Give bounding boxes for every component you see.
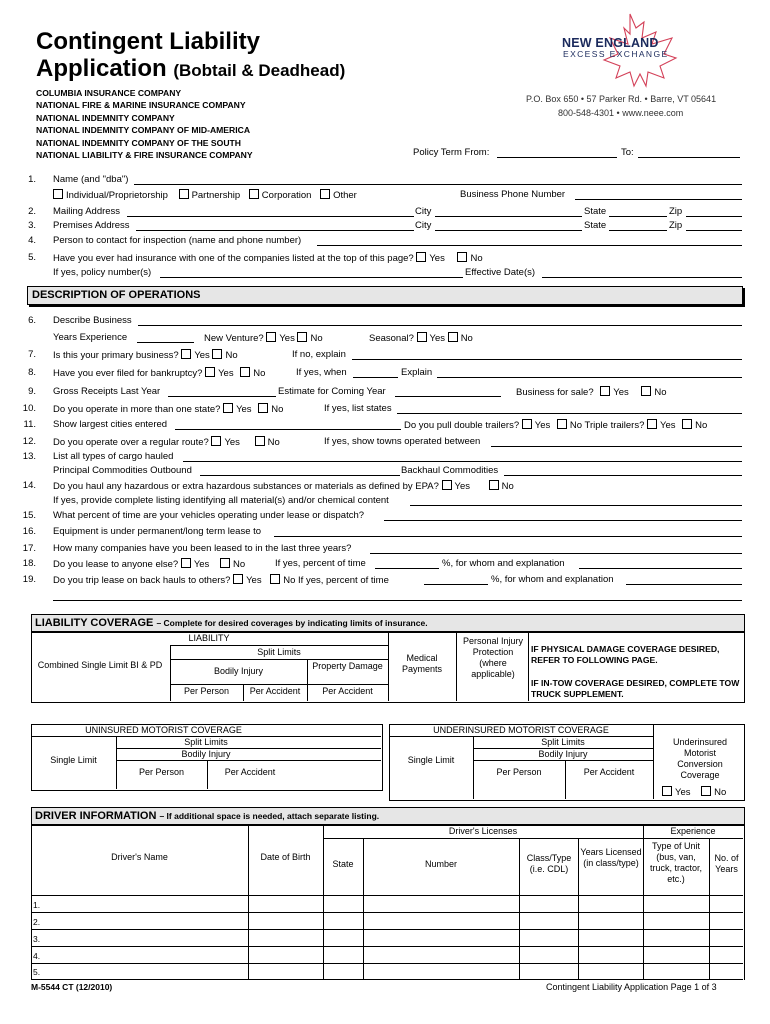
leased-companies-field[interactable] xyxy=(370,553,742,554)
company-list xyxy=(36,87,253,161)
conversion-yes-checkbox[interactable] xyxy=(662,786,672,796)
split-limits-label: Split Limits xyxy=(257,647,301,657)
q4-label: Person to contact for inspection (name and phone number) xyxy=(53,235,302,246)
liability-label: LIABILITY xyxy=(188,633,230,643)
underinsured-per-accident: Per Accident xyxy=(583,767,635,777)
regular-route-no-checkbox[interactable] xyxy=(255,436,265,446)
city-label: City xyxy=(415,206,432,217)
corporation-checkbox[interactable] xyxy=(249,189,259,199)
lease-percent-field[interactable] xyxy=(384,520,742,521)
double-trailers-no-checkbox[interactable] xyxy=(557,419,567,429)
years-experience-field[interactable] xyxy=(137,342,194,343)
zip-label: Zip xyxy=(669,206,683,217)
per-accident-label: Per Accident xyxy=(249,686,301,696)
class-header: Class/Type (i.e. CDL) xyxy=(526,853,572,874)
trip-lease-no-checkbox[interactable] xyxy=(270,574,280,584)
q11-label: Show largest cities entered xyxy=(53,419,168,430)
mailing-city-field[interactable] xyxy=(435,216,582,217)
page-title xyxy=(36,28,345,84)
experience-label: Experience xyxy=(670,826,716,836)
primary-business-yes-checkbox[interactable] xyxy=(181,349,191,359)
hazardous-no-checkbox[interactable] xyxy=(489,480,499,490)
trailers-row: Do you pull double trailers? Yes No Triple trailers? Yes No xyxy=(404,420,708,431)
partnership-checkbox[interactable] xyxy=(179,189,189,199)
title-line-2: Application xyxy=(36,55,167,82)
multi-state-no-checkbox[interactable] xyxy=(258,403,268,413)
uninsured-per-person: Per Person xyxy=(138,767,185,777)
lease-else-yes-checkbox[interactable] xyxy=(181,558,191,568)
multi-state-yes-checkbox[interactable] xyxy=(223,403,233,413)
name-field[interactable] xyxy=(134,184,742,185)
bankruptcy-yes-checkbox[interactable] xyxy=(205,367,215,377)
conversion-coverage-label: Underinsured Motorist Conversion Coverage xyxy=(672,737,728,780)
effective-dates-field[interactable] xyxy=(542,277,742,278)
double-trailers-yes-checkbox[interactable] xyxy=(522,419,532,429)
page-number: Contingent Liability Application Page 1 of 3 xyxy=(546,982,717,992)
unit-type-header: Type of Unit (bus, van, truck, tractor, etc.) xyxy=(649,841,702,884)
backhaul-field[interactable] xyxy=(504,475,742,476)
q8-row: Have you ever filed for bankruptcy? Yes No xyxy=(53,368,266,379)
underinsured-per-person: Per Person xyxy=(496,767,542,777)
if-no-explain-label: If no, explain xyxy=(292,349,346,360)
underinsured-bodily-injury: Bodily Injury xyxy=(538,749,588,759)
policy-term-from-field[interactable] xyxy=(497,157,617,158)
title-line-1: Contingent Liability xyxy=(36,28,260,55)
q5b-label: If yes, policy number(s) xyxy=(53,267,152,278)
lease-else-whom-field[interactable] xyxy=(579,568,742,569)
company-name: NATIONAL INDEMNITY COMPANY xyxy=(36,112,175,123)
policy-term-to-field[interactable] xyxy=(638,157,740,158)
triple-trailers-no-checkbox[interactable] xyxy=(682,419,692,429)
for-sale-yes-checkbox[interactable] xyxy=(600,386,610,396)
pip-label: Personal Injury Protection (where applicable) xyxy=(462,636,524,679)
company-address: P.O. Box 650 • 57 Parker Rd. • Barre, VT 05641 xyxy=(526,94,717,104)
q12-row: Do you operate over a regular route? Yes No xyxy=(53,437,280,448)
primary-business-explain-field[interactable] xyxy=(352,359,742,360)
company-name: NATIONAL INDEMNITY COMPANY OF MID-AMERICA xyxy=(36,125,251,136)
q14b-label: If yes, provide complete listing identifying all material(s) and/or chemical content xyxy=(53,495,389,506)
mailing-address-field[interactable] xyxy=(127,216,414,217)
driver-row[interactable]: 1. xyxy=(33,900,41,910)
q15-label: What percent of time are your vehicles operating under lease or dispatch? xyxy=(53,510,365,521)
prior-insurance-yes-checkbox[interactable] xyxy=(416,252,426,262)
trip-lease-percent-field[interactable] xyxy=(424,584,488,585)
title-subtitle: (Bobtail & Deadhead) xyxy=(173,61,346,80)
q13-label: List all types of cargo hauled xyxy=(53,451,174,462)
uninsured-title: UNINSURED MOTORIST COVERAGE xyxy=(85,725,242,735)
state-label: State xyxy=(584,220,607,231)
company-name: NATIONAL INDEMNITY COMPANY OF THE SOUTH xyxy=(36,137,241,148)
dob-header: Date of Birth xyxy=(260,852,311,862)
q16-label: Equipment is under permanent/long term lease to xyxy=(53,526,262,537)
business-phone-label: Business Phone Number xyxy=(460,189,566,200)
bankruptcy-explain-field[interactable] xyxy=(437,377,742,378)
policy-numbers-field[interactable] xyxy=(160,277,463,278)
liability-section-header: LIABILITY COVERAGE – Complete for desired coverages by indicating limits of insurance. xyxy=(31,614,745,633)
bodily-injury-label: Bodily Injury xyxy=(213,666,264,676)
largest-cities-field[interactable] xyxy=(175,429,401,430)
estimate-label: Estimate for Coming Year xyxy=(278,386,386,397)
principal-outbound-field[interactable] xyxy=(200,475,400,476)
q9-label: Gross Receipts Last Year xyxy=(53,386,161,397)
driver-name-header: Driver's Name xyxy=(111,852,168,862)
logo-name: NEW ENGLAND xyxy=(562,36,659,50)
company-name: COLUMBIA INSURANCE COMPANY xyxy=(36,88,182,98)
driver-row[interactable]: 3. xyxy=(33,934,41,944)
entity-type-row: Individual/Proprietorship Partnership Corporation Other xyxy=(53,189,357,201)
policy-term-to-label: To: xyxy=(621,147,634,158)
long-term-lease-field[interactable] xyxy=(274,536,742,537)
bankruptcy-when-field[interactable] xyxy=(353,377,398,378)
estimate-field[interactable] xyxy=(395,396,501,397)
seasonal-row: Seasonal? Yes No xyxy=(369,333,473,344)
triple-trailers-yes-checkbox[interactable] xyxy=(647,419,657,429)
towns-field[interactable] xyxy=(491,446,742,447)
business-for-sale-row: Business for sale? Yes No xyxy=(516,387,667,398)
pd-per-accident-label: Per Accident xyxy=(322,686,373,696)
q17-label: How many companies have you been leased to in the last three years? xyxy=(53,543,352,554)
premises-zip-field[interactable] xyxy=(686,230,742,231)
form-number: M-5544 CT (12/2010) xyxy=(31,982,113,992)
state-label: State xyxy=(584,206,607,217)
uninsured-per-accident: Per Accident xyxy=(224,767,276,777)
trip-lease-whom-field[interactable] xyxy=(626,584,742,585)
percent-time-label: If yes, percent of time xyxy=(275,558,366,569)
company-name: NATIONAL FIRE & MARINE INSURANCE COMPANY xyxy=(36,100,246,111)
q1-label: Name (and "dba") xyxy=(53,174,129,185)
other-checkbox[interactable] xyxy=(320,189,330,199)
q3-label: Premises Address xyxy=(53,220,130,231)
underinsured-split-limits: Split Limits xyxy=(541,737,585,747)
q10-row: Do you operate in more than one state? Yes No xyxy=(53,404,284,415)
q7-row: Is this your primary business? Yes No xyxy=(53,350,238,361)
mailing-zip-field[interactable] xyxy=(686,216,742,217)
if-yes-when-label: If yes, when xyxy=(296,367,347,378)
new-venture-no-checkbox[interactable] xyxy=(297,332,307,342)
percent-whom-label: %, for whom and explanation xyxy=(442,558,565,569)
premises-address-field[interactable] xyxy=(136,230,414,231)
business-phone-field[interactable] xyxy=(575,199,742,200)
hazardous-yes-checkbox[interactable] xyxy=(442,480,452,490)
q6-label: Describe Business xyxy=(53,315,132,326)
uninsured-single-limit: Single Limit xyxy=(50,755,97,765)
policy-term-from-label: Policy Term From: xyxy=(413,147,490,158)
logo-tagline: EXCESS EXCHANGE xyxy=(563,49,669,59)
combined-single-label: Combined Single Limit BI & PD xyxy=(37,660,163,670)
gross-receipts-field[interactable] xyxy=(168,396,276,397)
operations-section-header: DESCRIPTION OF OPERATIONS xyxy=(27,286,743,305)
explain-label: Explain xyxy=(401,367,433,378)
zip-label: Zip xyxy=(669,220,683,231)
company-contact: 800-548-4301 • www.neee.com xyxy=(558,108,684,118)
q18-row: Do you lease to anyone else? Yes No xyxy=(53,559,246,570)
driver-row[interactable]: 5. xyxy=(33,967,41,977)
q2-label: Mailing Address xyxy=(53,206,121,217)
underinsured-title: UNDERINSURED MOTORIST COVERAGE xyxy=(433,725,609,735)
underinsured-single-limit: Single Limit xyxy=(407,755,455,765)
driver-row[interactable]: 2. xyxy=(33,917,41,927)
hazmat-listing-field[interactable] xyxy=(410,505,742,506)
new-venture-row: New Venture? Yes No xyxy=(204,333,323,344)
uninsured-bodily-injury: Bodily Injury xyxy=(181,749,231,759)
seasonal-yes-checkbox[interactable] xyxy=(417,332,427,342)
q14-row: Do you haul any hazardous or extra hazardous substances or materials as defined by EPA? Yes No xyxy=(53,481,514,492)
conversion-no-checkbox[interactable] xyxy=(701,786,711,796)
uninsured-split-limits: Split Limits xyxy=(184,737,228,747)
new-venture-yes-checkbox[interactable] xyxy=(266,332,276,342)
percent-whom-label-b: %, for whom and explanation xyxy=(491,574,614,585)
premises-city-field[interactable] xyxy=(435,230,582,231)
show-towns-label: If yes, show towns operated between xyxy=(324,436,481,447)
backhaul-label: Backhaul Commodities xyxy=(401,465,499,476)
seasonal-no-checkbox[interactable] xyxy=(448,332,458,342)
physical-damage-note: IF PHYSICAL DAMAGE COVERAGE DESIRED, REFER TO FOLLOWING PAGE. xyxy=(531,644,720,665)
mailing-state-field[interactable] xyxy=(609,216,667,217)
principal-outbound-label: Principal Commodities Outbound xyxy=(53,465,192,476)
lease-else-percent-field[interactable] xyxy=(375,568,439,569)
property-damage-label: Property Damage xyxy=(312,661,383,671)
conversion-coverage-options: Yes No xyxy=(662,786,726,798)
q19-row: Do you trip lease on back hauls to others? Yes No If yes, percent of time xyxy=(53,575,389,586)
per-person-label: Per Person xyxy=(183,686,230,696)
driver-section-header: DRIVER INFORMATION – If additional space is needed, attach separate listing. xyxy=(31,807,745,826)
medical-payments-label: Medical Payments xyxy=(401,653,443,674)
years-header: No. of Years xyxy=(714,853,739,874)
trip-lease-explain-field[interactable] xyxy=(53,600,742,601)
licenses-label: Driver's Licenses xyxy=(448,826,518,836)
describe-business-field[interactable] xyxy=(138,325,742,326)
list-states-label: If yes, list states xyxy=(324,403,392,414)
in-tow-note: IF IN-TOW COVERAGE DESIRED, COMPLETE TOW TRUCK SUPPLEMENT. xyxy=(531,678,740,699)
years-licensed-header: Years Licensed (in class/type) xyxy=(580,847,642,868)
regular-route-yes-checkbox[interactable] xyxy=(211,436,221,446)
primary-business-no-checkbox[interactable] xyxy=(212,349,222,359)
number-header: Number xyxy=(424,859,457,869)
driver-row[interactable]: 4. xyxy=(33,951,41,961)
q5-row: Have you ever had insurance with one of the companies listed at the top of this page? Yes No xyxy=(53,253,483,264)
effective-dates-label: Effective Date(s) xyxy=(465,267,536,278)
cargo-types-field[interactable] xyxy=(183,461,742,462)
state-header: State xyxy=(332,859,354,869)
list-states-field[interactable] xyxy=(397,413,742,414)
years-experience-label: Years Experience xyxy=(53,332,128,343)
contact-person-field[interactable] xyxy=(317,245,742,246)
premises-state-field[interactable] xyxy=(609,230,667,231)
individual-checkbox[interactable] xyxy=(53,189,63,199)
company-name: NATIONAL LIABILITY & FIRE INSURANCE COMPANY xyxy=(36,150,253,161)
for-sale-no-checkbox[interactable] xyxy=(641,386,651,396)
trip-lease-yes-checkbox[interactable] xyxy=(233,574,243,584)
bankruptcy-no-checkbox[interactable] xyxy=(240,367,250,377)
lease-else-no-checkbox[interactable] xyxy=(220,558,230,568)
prior-insurance-no-checkbox[interactable] xyxy=(457,252,467,262)
city-label: City xyxy=(415,220,432,231)
